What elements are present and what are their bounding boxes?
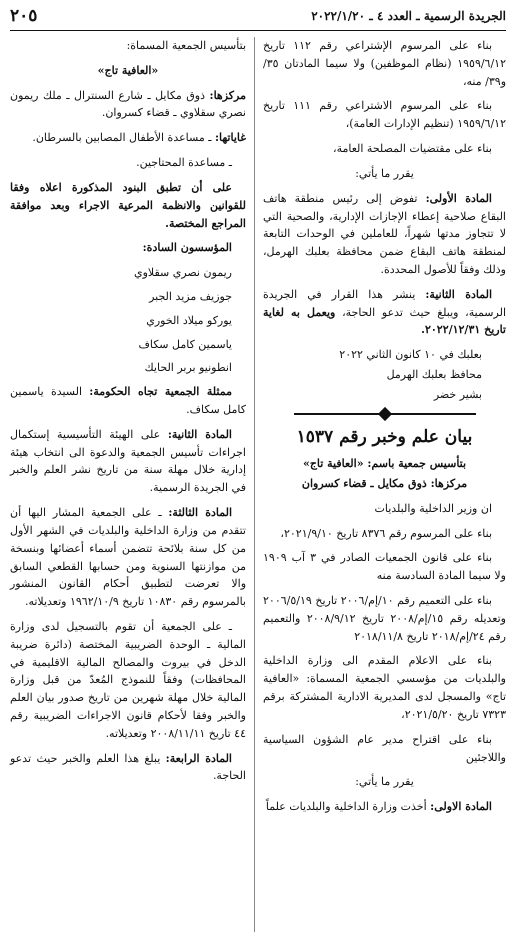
founders-list [10,264,246,377]
paragraph: ان وزير الداخلية والبلديات [374,501,492,515]
notice-title: بيان علم وخبر رقم ١٥٣٧ [296,426,473,447]
article-label: المادة الاولى: [430,800,492,814]
article-text: ينشر هذا القرار في الجريدة الرسمية، ويبلغ حيث تدعو الحاجة، [263,287,506,319]
gazette-title: الجريدة الرسمية ـ العدد ٤ ـ ٢٠٢٢/١/٢٠ [311,9,506,24]
article-three [10,504,246,611]
article-bold-text: ويعمل به لغاية تاريخ ٢٠٢٢/١٢/٣١. [263,305,506,337]
field-label: ممثلة الجمعية تجاه الحكومة: [89,385,232,399]
article-label: المادة الأولى: [425,191,492,205]
paragraph: بناء على المرسوم الإشتراعي رقم ١١٢ تاريخ ١٩٥٩/٦/١٢ (نظام الموظفين) ولا سيما المادتان ٣٥/ و٣٩/ منه، [263,39,506,88]
article-text: أخذت وزارة الداخلية والبلديات علماً [265,800,427,814]
signature-title: محافظ بعلبك الهرمل [386,368,482,381]
founders-heading: المؤسسون السادة: [142,241,232,255]
article-text: تفوض إلى رئيس منطقة هاتف البقاع صلاحية إعطاء الإجازات الإدارية، والصحية التي لا تتجاوز مدتها شهراً، للعاملين في الوحدات التابعة لمنطقة هاتف البقاع ضمن محافظة بعلبك الهرمل، وذلك وفقاً للأصول المحددة. [263,191,506,276]
goal-item: ـ مساعدة المحتاجين. [136,156,232,170]
paragraph: بناء على المرسوم الاشتراعي رقم ١١١ تاريخ ١٩٥٩/٦/١٢ (تنظيم الإدارات العامة)، [263,99,506,131]
paragraph: بناء على اقتراح مدير عام الشؤون السياسية واللاجئين [263,732,506,764]
founder-name: يوركو ميلاد الخوري [146,313,232,327]
article-label: المادة الثانية: [425,287,492,301]
article-one [263,190,506,279]
paragraph: بناء على المرسوم رقم ٨٣٧٦ تاريخ ٢٠٢١/٩/١٠، [280,526,492,540]
article-text: يبلغ هذا العلم والخبر حيث تدعو الحاجة. [10,751,246,783]
right-column [254,37,506,932]
field-label: مركزها: [209,88,246,102]
article-text: على الهيئة التأسيسية إستكمال اجراءات تأسيس الجمعية والدعوة الى انتخاب هيئة إدارية خلال مهلة سنة من تاريخ نشر العلم والخبر في الجريدة الرسمية. [10,427,246,495]
paragraph: بتأسيس الجمعية المسماة: [126,39,246,52]
article-label: المادة الثالثة: [168,506,233,520]
page-header [10,6,506,31]
divider-ornament [263,408,506,420]
article-one [263,798,506,816]
decision-heading: يقرر ما يأتي: [355,166,414,180]
field-text: ـ مساعدة الأطفال المصابين بالسرطان. [32,131,212,145]
field-text: السيدة ياسمين كامل سكاف. [10,385,246,416]
paragraph: ـ على الجمعية أن تقوم بالتسجيل لدى وزارة المالية ـ الوحدة الضريبية المختصة (دائرة ضريبة الدخل في بيروت والمصالح المالية الاقليمية في المحافظات) وفقاً للنموذج المُعدّ من قبل وزارة المالية خلال مهلة شهرين من تاريخ صدور بيان العلم والخبر وفقا لأحكام قانون الاجراءات الضريبية رقم ٤٤ تاريخ ٢٠٠٨/١١/١١ وتعديلاته. [10,619,246,740]
founder-name: ياسمين كامل سكاف [138,337,232,351]
decision-heading: يقرر ما يأتي: [355,775,414,789]
field-label: غاياتها: [214,131,246,145]
paragraph: بناء على الاعلام المقدم الى وزارة الداخلية والبلديات من مؤسسي الجمعية المسماة: «العافية تاج» والمسجل لدى المديرية الادارية المشتركة برقم ٧٣٢٣ تاريخ ٢٠٢١/٥/٢٠، [263,654,506,721]
founder-name: جوزيف مزيد الجبر [149,289,232,303]
founder-name: انطونيو بربر الحايك [144,361,232,375]
paragraph: بناء على قانون الجمعيات الصادر في ٣ آب ١٩٠٩ ولا سيما المادة السادسة منه [263,551,506,583]
article-two [263,286,506,339]
notice-subtitle: بتأسيس جمعية باسم: «العافية تاج» [302,457,467,471]
founder-name: ريمون نصري سقلاوي [133,266,232,280]
goals [10,129,246,147]
condition-paragraph: على أن تطبق البنود المذكورة اعلاه وفقا للقوانين والانظمة المرعية الاجراء وبعد موافقة المراجع المختصة. [10,180,246,230]
signature-date: بعلبك في ١٠ كانون الثاني ٢٠٢٢ [339,348,482,362]
article-two [10,426,246,497]
article-label: المادة الرابعة: [165,751,232,765]
article-label: المادة الثانية: [167,427,232,441]
signature-name: بشير خضر [433,387,482,401]
page-number: ٢٠٥ [10,6,38,27]
headquarters [10,87,246,123]
representative [10,383,246,419]
field-text: ذوق مكايل ـ شارع السنترال ـ ملك ريمون نصري سقلاوي ـ قضاء كسروان. [10,88,246,120]
association-name: «العافية تاج» [97,63,159,77]
paragraph: بناء على مقتضيات المصلحة العامة، [333,142,492,156]
notice-location: مركزها: ذوق مكايل ـ قضاء كسروان [301,476,468,490]
left-column [10,37,254,932]
article-text: ـ على الجمعية المشار اليها أن تتقدم من وزارة الداخلية والبلديات في الشهر الأول من كل سنة بلائحة تتضمن أسماء أعضائها وبنسخة من موازنتها السنوية ومن حسابها القطعي السابق والا تعرضت لتطبيق أحكام القانون المنشور بالمرسوم رقم ١٠٨٣٠ تاريخ ١٩٦٢/١٠/٩ وتعديلاته. [10,506,246,609]
paragraph: بناء على التعميم رقم ١٠/إم/٢٠٠٦ تاريخ ٢٠٠٦/٥/١٩ وتعديله رقم ١٥/إم/٢٠٠٨ تاريخ ٢٠٠٨/٩/١٢ والتعميم رقم ٢٤/إم/٢٠١٨ تاريخ ٢٠١٨/١١/٨ [263,594,506,643]
article-four [10,750,246,786]
